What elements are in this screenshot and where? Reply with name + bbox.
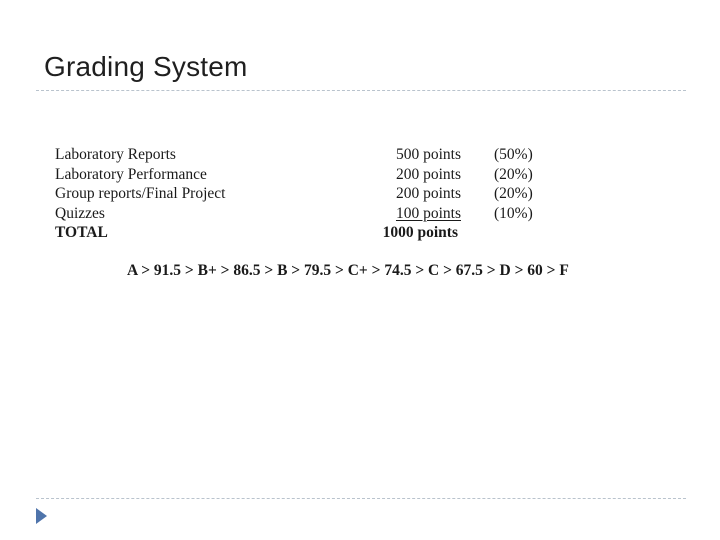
grading-item: Group reports/Final Project — [55, 185, 226, 202]
grading-item: Laboratory Performance — [55, 165, 207, 183]
bottom-divider — [36, 498, 686, 499]
triangle-right-icon[interactable] — [36, 508, 47, 524]
grading-item: Quizzes — [55, 204, 105, 222]
grade-scale: A > 91.5 > B+ > 86.5 > B > 79.5 > C+ > 74.5 > C > 67.5 > D > 60 > F — [127, 262, 569, 279]
grading-percent: (50%) — [494, 146, 533, 163]
grading-percent: (20%) — [494, 185, 533, 202]
grading-percent: (10%) — [494, 204, 533, 222]
grading-points: 200 points — [395, 165, 461, 183]
total-label: TOTAL — [55, 224, 108, 241]
total-points: 1000 points — [382, 224, 458, 241]
grading-points: 100 points — [395, 204, 461, 222]
slide-title: Grading System — [44, 51, 248, 82]
grading-points: 200 points — [395, 185, 461, 202]
grading-percent: (20%) — [494, 165, 533, 183]
grading-points: 500 points — [395, 146, 461, 163]
top-divider — [36, 90, 686, 91]
grading-item: Laboratory Reports — [55, 146, 176, 163]
